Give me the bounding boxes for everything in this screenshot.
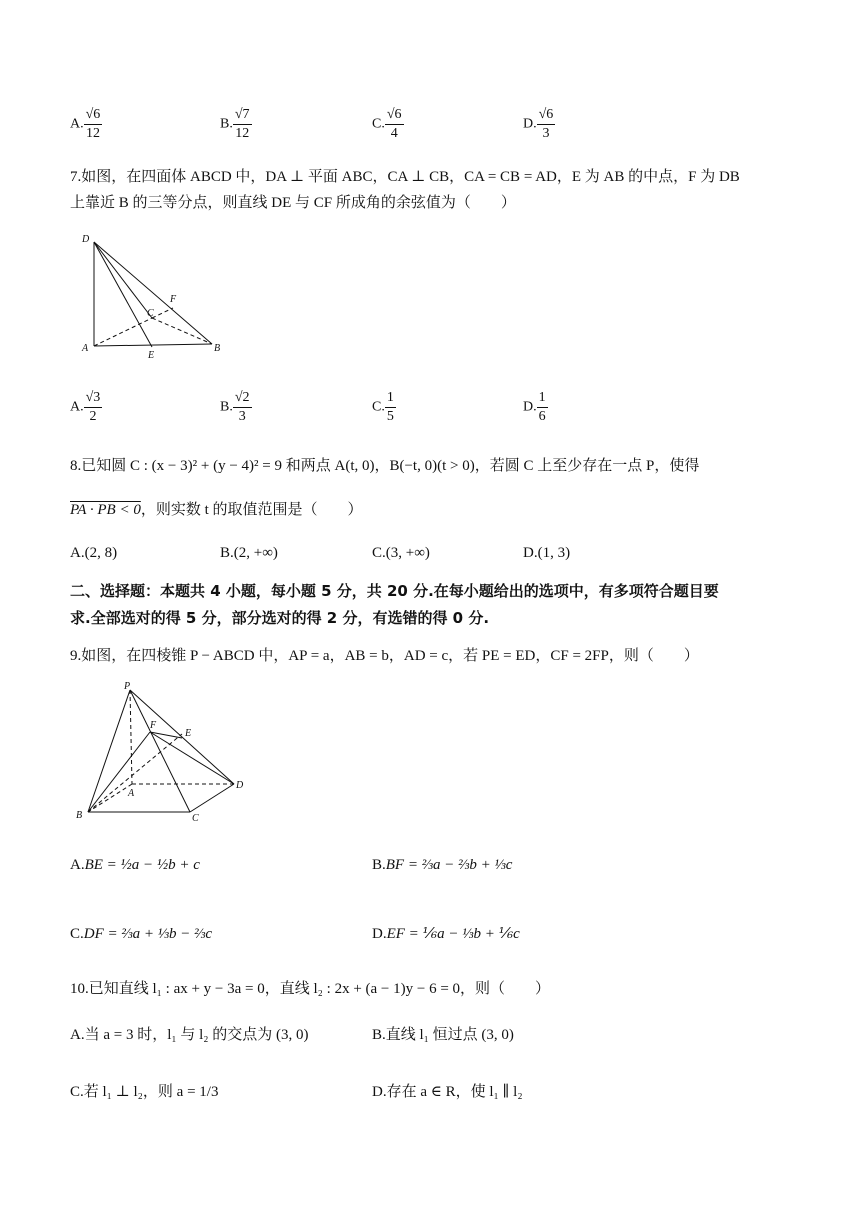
q9-edge-pa [130, 690, 132, 784]
q9-label-f: F [150, 720, 157, 731]
q9-segment-fd [150, 732, 234, 784]
q7-option-b-fraction: $\frac{√2}{3}$ [234, 390, 250, 424]
q9-option-c: C.DF = ⅔a + ⅓b − ⅔c [70, 926, 213, 942]
q9-option-d: D.EF = ⅙a − ⅓b + ⅙c [372, 926, 520, 942]
q9-pyramid-figure [72, 678, 262, 828]
q7-edge-de [94, 242, 152, 347]
q8-option-a: A.(2, 8) [70, 545, 118, 561]
q9-edge-ae [88, 734, 182, 812]
q8-vector-inequality: PA · PB < 0 [70, 502, 141, 518]
q8-option-c: C.(3, +∞) [372, 545, 430, 561]
q7-edge-dc [94, 242, 152, 318]
q9-label-a: A [128, 788, 135, 799]
q10-stem-line1: 10.已知直线 l₁ : ax + y − 3a = 0，直线 l₂ : 2x + (a − 1)y − 6 = 0，则（ ） [70, 981, 551, 997]
q7-segment-cf [152, 308, 173, 318]
q8-stem-line2: PA · PB < 0，则实数 t 的取值范围是（ ） [70, 502, 363, 518]
q7-stem-line1: 7.如图，在四面体 ABCD 中，DA ⊥ 平面 ABC，CA ⊥ CB，CA = CB = AD，E 为 AB 的中点，F 为 DB [70, 169, 740, 185]
q8-option-b: B.(2, +∞) [220, 545, 278, 561]
q7-edge-db [94, 242, 212, 344]
q9-label-p: P [124, 681, 131, 692]
q7-label-d: D [82, 234, 90, 245]
q9-label-e: E [185, 728, 192, 739]
q6-option-b: B. $\frac{√7}{12}$ [220, 107, 250, 141]
q6-option-c-fraction: $\frac{√6}{4}$ [386, 107, 402, 141]
q8-option-d: D.(1, 3) [523, 545, 571, 561]
q10-option-c: C.若 l₁ ⊥ l₂，则 a = 1/3 [70, 1084, 219, 1100]
q7-label-b: B [214, 343, 221, 354]
q7-option-a-fraction: $\frac{√3}{2}$ [85, 390, 101, 424]
q7-tetrahedron-figure [78, 230, 228, 360]
q10-option-a: A.当 a = 3 时，l₁ 与 l₂ 的交点为 (3, 0) [70, 1027, 309, 1043]
q9-option-a: A.BE = ½a − ½b + c [70, 857, 200, 873]
q9-edge-pb [88, 690, 130, 812]
q7-label-a: A [82, 343, 89, 354]
q7-edge-cb [152, 318, 212, 344]
q7-option-d-fraction: $\frac{1}{6}$ [538, 390, 546, 424]
q6-option-a: A. $\frac{√6}{12}$ [70, 107, 101, 141]
q8-stem-line1: 8.已知圆 C : (x − 3)² + (y − 4)² = 9 和两点 A(t, 0)，B(−t, 0)(t > 0)，若圆 C 上至少存在一点 P，使得 [70, 458, 700, 474]
q7-option-a: A. $\frac{√3}{2}$ [70, 390, 101, 424]
q6-option-a-fraction: $\frac{√6}{12}$ [85, 107, 101, 141]
q7-label-c: C [147, 308, 154, 319]
q7-stem-line2: 上靠近 B 的三等分点，则直线 DE 与 CF 所成角的余弦值为（ ） [70, 195, 516, 211]
q6-option-c: C. $\frac{√6}{4}$ [372, 107, 402, 141]
q6-option-b-fraction: $\frac{√7}{12}$ [234, 107, 250, 141]
q10-option-d: D.存在 a ∈ R，使 l₁ ∥ l₂ [372, 1084, 523, 1100]
q9-stem-line1: 9.如图，在四棱锥 P − ABCD 中，AP = a，AB = b，AD = c，若 PE = ED，CF = 2FP，则（ ） [70, 648, 699, 664]
section2-heading-line2: 求.全部选对的得 5 分，部分选对的得 2 分，有选错的得 0 分. [70, 609, 490, 627]
q7-edge-ab [94, 344, 212, 346]
q6-option-d: D. $\frac{√6}{3}$ [523, 107, 554, 141]
q7-label-e: E [148, 350, 155, 360]
q7-label-f: F [170, 294, 177, 305]
q9-edge-ab [88, 784, 132, 812]
section2-heading-line1: 二、选择题：本题共 4 小题，每小题 5 分，共 20 分.在每小题给出的选项中，有多项符合题目要 [70, 582, 719, 600]
q10-option-b: B.直线 l₁ 恒过点 (3, 0) [372, 1027, 514, 1043]
q9-label-c: C [192, 813, 199, 824]
q7-option-c-fraction: $\frac{1}{5}$ [386, 390, 394, 424]
q9-segment-bf [88, 732, 150, 812]
q7-option-d: D. $\frac{1}{6}$ [523, 390, 546, 424]
q6-option-d-fraction: $\frac{√6}{3}$ [538, 107, 554, 141]
q7-option-b: B. $\frac{√2}{3}$ [220, 390, 250, 424]
q9-label-d: D [236, 780, 244, 791]
q9-edge-cd [190, 784, 234, 812]
q7-option-c: C. $\frac{1}{5}$ [372, 390, 394, 424]
q9-option-b: B.BF = ⅔a − ⅔b + ⅓c [372, 857, 513, 873]
q9-label-b: B [76, 810, 83, 821]
